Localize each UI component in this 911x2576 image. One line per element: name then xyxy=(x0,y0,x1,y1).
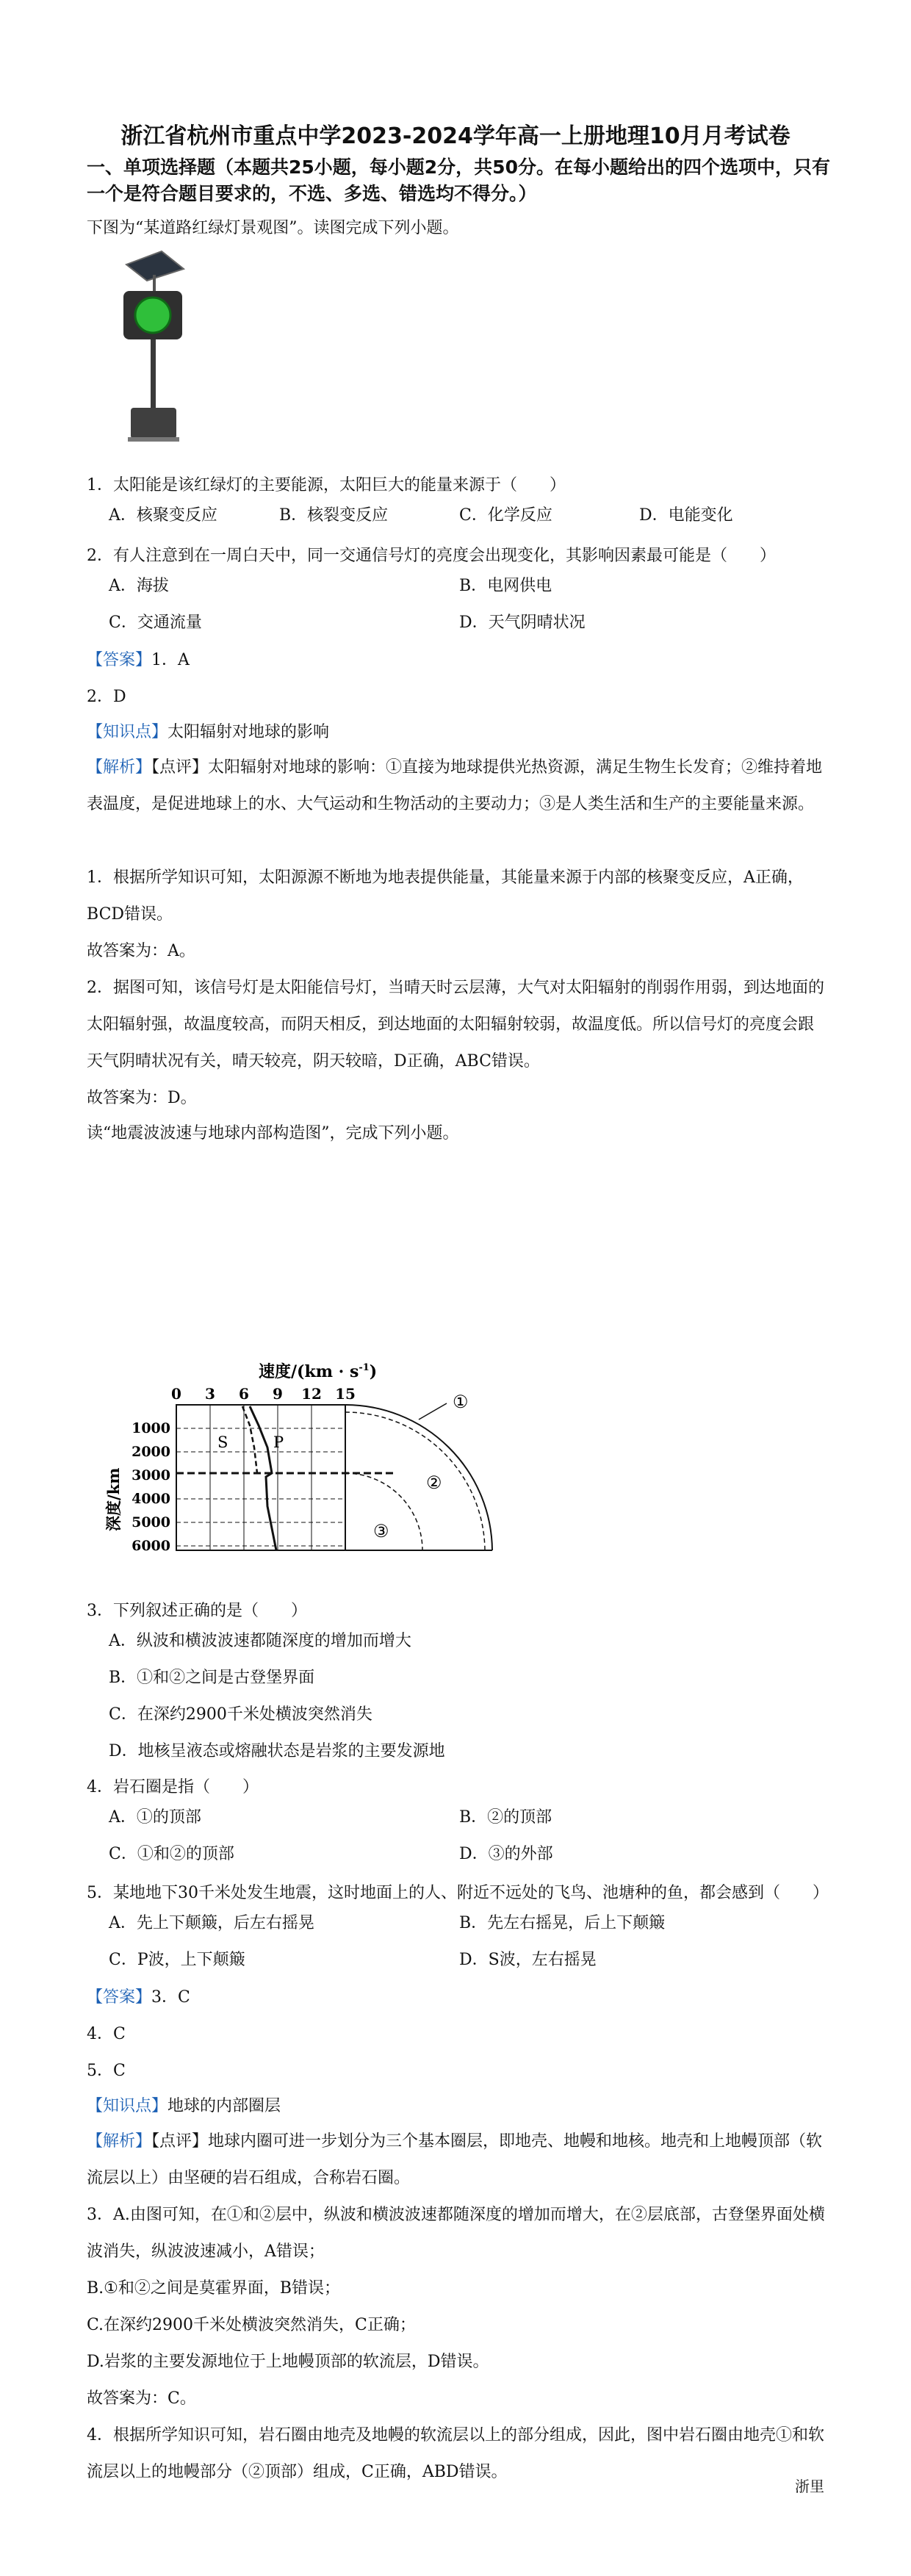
base-wheels xyxy=(128,437,179,442)
q4-option-a: A．①的顶部 xyxy=(109,1808,201,1827)
y-tick-1000: 1000 xyxy=(132,1420,170,1436)
intro-seismic-chart: 读“地震波波速与地球内部构造图”，完成下列小题。 xyxy=(87,1124,459,1143)
answer-tag: 【答案】 xyxy=(87,651,152,669)
explanation-2: 2．据图可知，该信号灯是太阳能信号灯，当晴天时云层薄，大气对太阳辐射的削弱作用弱，到达地面的太阳辐射强，故温度较高，而阴天相反，到达地面的太阳辐射较弱，故温度低。所以信号灯的亮度会跟天气阴晴状况有关，晴天较亮，阴天较暗，D正确，ABC错误。 xyxy=(87,979,825,1071)
p-wave-curve xyxy=(250,1406,276,1550)
y-tick-3000: 3000 xyxy=(132,1467,170,1483)
comment-tag: 【点评】 xyxy=(151,758,209,777)
x-tick-9: 9 xyxy=(273,1385,283,1403)
p-wave-label: P xyxy=(273,1433,284,1451)
x-tick-15: 15 xyxy=(335,1385,356,1403)
question-4-stem: 4．岩石圈是指（ ） xyxy=(87,1778,259,1796)
traffic-light-figure xyxy=(110,242,198,448)
q4-option-c: C．①和②的顶部 xyxy=(109,1845,234,1863)
q2-option-a: A．海拔 xyxy=(109,577,169,595)
knowledge-point-2 xyxy=(87,2088,829,2125)
s-wave-label: S xyxy=(217,1433,228,1451)
q5-option-d: D．S波，左右摇晃 xyxy=(459,1951,597,1969)
analysis-1 xyxy=(87,749,829,823)
knowledge-tag-2: 【知识点】 xyxy=(87,2097,168,2115)
q4-option-d: D．③的外部 xyxy=(459,1845,553,1863)
depth-axis-title: 深度/km xyxy=(104,1467,123,1531)
q5-option-a: A．先上下颠簸，后左右摇晃 xyxy=(109,1914,314,1932)
analysis-tag-2: 【解析】 xyxy=(87,2132,152,2151)
page-footer: 浙里 xyxy=(795,2478,824,2495)
final-answer-1: 故答案为：A。 xyxy=(87,942,195,960)
x-tick-0: 0 xyxy=(171,1385,181,1403)
final-answer-2: 故答案为：D。 xyxy=(87,1089,197,1107)
answer-1-value: 1．A xyxy=(151,651,190,669)
explanation-3a: 3．A.由图可知，在①和②层中，纵波和横波波速都随深度的增加而增大，在②层底部，古登堡界面处横波消失，纵波波速减小，A错误； xyxy=(87,2206,825,2261)
question-3-stem: 3．下列叙述正确的是（ ） xyxy=(87,1602,307,1620)
explanation-1: 1．根据所学知识可知，太阳源源不断地为地表提供能量，其能量来源于内部的核聚变反应，A正确，BCD错误。 xyxy=(87,868,804,924)
x-tick-6: 6 xyxy=(239,1385,249,1403)
knowledge-2-text: 地球的内部圈层 xyxy=(168,2097,281,2115)
q3-option-c: C．在深约2900千米处横波突然消失 xyxy=(109,1705,372,1724)
y-tick-4000: 4000 xyxy=(132,1491,170,1507)
comment-tag-2: 【点评】 xyxy=(151,2132,209,2151)
answer-1 xyxy=(87,642,829,679)
knowledge-1-text: 太阳辐射对地球的影响 xyxy=(168,723,330,741)
knowledge-tag: 【知识点】 xyxy=(87,723,168,741)
analysis-tag: 【解析】 xyxy=(87,758,152,777)
explanation-3b: B.①和②之间是莫霍界面，B错误； xyxy=(87,2279,341,2298)
intro-traffic-light: 下图为“某道路红绿灯景观图”。读图完成下列小题。 xyxy=(87,219,459,237)
layer-2-label: ② xyxy=(426,1472,442,1493)
answer-2: 2．D xyxy=(87,688,126,706)
q4-option-b: B．②的顶部 xyxy=(459,1808,552,1827)
q1-option-a: A．核聚变反应 xyxy=(109,506,217,525)
moho-arc xyxy=(345,1412,485,1550)
answer-tag-2: 【答案】 xyxy=(87,1988,152,2007)
q1-option-d: D．电能变化 xyxy=(639,506,733,525)
analysis-2-text: 地球内圈可进一步划分为三个基本圈层，即地壳、地幔和地核。地壳和上地幔顶部（软流层以上）由坚硬的岩石组成，合称岩石圈。 xyxy=(87,2132,823,2187)
y-tick-5000: 5000 xyxy=(132,1514,170,1530)
analysis-1-text: 太阳辐射对地球的影响：①直接为地球提供光热资源，满足生物生长发育；②维持着地表温度，是促进地球上的水、大气运动和生物活动的主要动力；③是人类生活和生产的主要能量来源。 xyxy=(87,758,823,813)
layer-3-label: ③ xyxy=(373,1521,389,1541)
layer-1-label: ① xyxy=(453,1392,469,1412)
q3-option-b: B．①和②之间是古登堡界面 xyxy=(109,1669,315,1687)
q2-option-d: D．天气阴晴状况 xyxy=(459,614,586,632)
q2-option-b: B．电网供电 xyxy=(459,577,552,595)
page-title: 浙江省杭州市重点中学2023-2024学年高一上册地理10月月考试卷 xyxy=(120,123,791,149)
plot-frame xyxy=(176,1405,345,1550)
question-5-stem: 5．某地地下30千米处发生地震，这时地面上的人、附近不远处的飞鸟、池塘种的鱼，都会感到（ ） xyxy=(87,1884,829,1902)
final-answer-3: 故答案为：C。 xyxy=(87,2389,196,2408)
q5-option-c: C．P波，上下颠簸 xyxy=(109,1951,245,1969)
section-heading: 一、单项选择题（本题共25小题，每小题2分，共50分。在每小题给出的四个选项中，只有一个是符合题目要求的，不选、多选、错选均不得分。） xyxy=(87,156,830,204)
explanation-3d: D.岩浆的主要发源地位于上地幔顶部的软流层，D错误。 xyxy=(87,2353,489,2371)
q1-option-c: C．化学反应 xyxy=(459,506,552,525)
vertical-grid xyxy=(210,1405,312,1550)
answer-3-value: 3．C xyxy=(151,1988,190,2007)
y-tick-2000: 2000 xyxy=(132,1444,170,1460)
q2-option-c: C．交通流量 xyxy=(109,614,202,632)
seismic-wave-diagram xyxy=(103,1352,514,1572)
x-tick-12: 12 xyxy=(301,1385,322,1403)
q5-option-b: B．先左右摇晃，后上下颠簸 xyxy=(459,1914,666,1932)
answer-4: 4．C xyxy=(87,2025,126,2043)
q3-option-d: D．地核呈液态或熔融状态是岩浆的主要发源地 xyxy=(109,1742,445,1760)
answer-5: 5．C xyxy=(87,2062,126,2080)
q1-option-b: B．核裂变反应 xyxy=(279,506,389,525)
green-signal-light xyxy=(135,298,170,333)
answer-3 xyxy=(87,1979,829,2016)
pole-base xyxy=(131,408,176,439)
explanation-4: 4．根据所学知识可知，岩石圈由地壳及地幔的软流层以上的部分组成，因此，图中岩石圈由地壳①和软流层以上的地幔部分（②顶部）组成，C正确，ABD错误。 xyxy=(87,2426,825,2481)
question-2-stem: 2．有人注意到在一周白天中，同一交通信号灯的亮度会出现变化，其影响因素最可能是（ ） xyxy=(87,547,777,565)
analysis-2 xyxy=(87,2123,829,2197)
knowledge-point-1 xyxy=(87,714,829,751)
question-1-stem: 1．太阳能是该红绿灯的主要能源，太阳巨大的能量来源于（ ） xyxy=(87,476,566,494)
horizontal-grid xyxy=(176,1428,345,1546)
q3-option-a: A．纵波和横波波速都随深度的增加而增大 xyxy=(109,1632,411,1650)
speed-axis-title: 速度$/(km \cdot s^{-1})$ xyxy=(259,1362,378,1381)
explanation-3c: C.在深约2900千米处横波突然消失，C正确； xyxy=(87,2316,416,2334)
label-leader-line xyxy=(419,1403,447,1420)
x-tick-3: 3 xyxy=(205,1385,215,1403)
y-tick-6000: 6000 xyxy=(132,1538,170,1554)
